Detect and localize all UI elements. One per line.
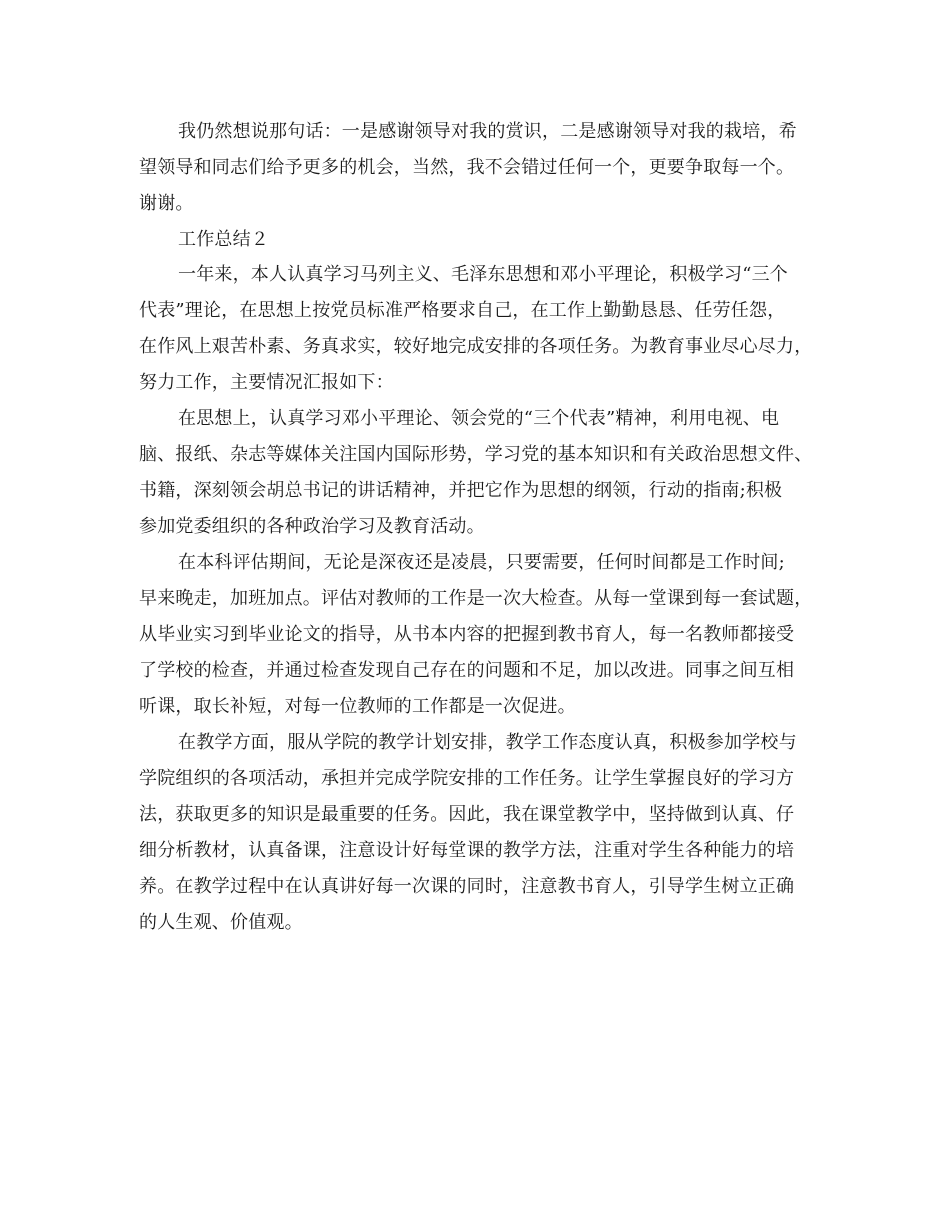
text-line: 在思想上，认真学习邓小平理论、领会党的“三个代表”精神，利用电视、电 [178, 408, 780, 429]
text-line: 法，获取更多的知识是最重要的任务。因此，我在课堂教学中，坚持做到认真、仔 [139, 804, 795, 825]
text-line: 书籍，深刻领会胡总书记的讲话精神，并把它作为思想的纲领，行动的指南;积极 [139, 480, 783, 501]
text-line: 早来晚走，加班加点。评估对教师的工作是一次大检查。从每一堂课到每一套试题， [139, 588, 813, 609]
text-line: 在作风上艰苦朴素、务真求实，较好地完成安排的各项任务。为教育事业尽心尽力， [139, 336, 813, 357]
text-line: 脑、报纸、杂志等媒体关注国内国际形势，学习党的基本知识和有关政治思想文件、 [139, 444, 813, 465]
text-line: 听课，取长补短，对每一位教师的工作都是一次促进。 [139, 696, 576, 717]
text-line: 望领导和同志们给予更多的机会，当然，我不会错过任何一个，更要争取每一个。 [139, 157, 795, 178]
text-line: 在教学方面，服从学院的教学计划安排，教学工作态度认真，积极参加学校与 [178, 732, 797, 753]
section-heading: 工作总结２ [178, 229, 269, 250]
text-line: 从毕业实习到毕业论文的指导，从书本内容的把握到教书育人，每一名教师都接受 [139, 624, 795, 645]
text-line: 我仍然想说那句话：一是感谢领导对我的赏识，二是感谢领导对我的栽培，希 [178, 121, 797, 142]
text-line: 细分析教材，认真备课，注意设计好每堂课的教学方法，注重对学生各种能力的培 [139, 840, 795, 861]
text-line: 代表”理论，在思想上按党员标准严格要求自己，在工作上勤勤恳恳、任劳任怨， [139, 300, 786, 321]
text-line: 的人生观、价值观。 [139, 912, 303, 933]
text-line: 在本科评估期间，无论是深夜还是凌晨，只要需要，任何时间都是工作时间; [178, 552, 785, 573]
text-line: 参加党委组织的各种政治学习及教育活动。 [139, 516, 485, 537]
text-line: 谢谢。 [139, 193, 194, 214]
text-line: 学院组织的各项活动，承担并完成学院安排的工作任务。让学生掌握良好的学习方 [139, 768, 795, 789]
text-line: 了学校的检查，并通过检查发现自己存在的问题和不足，加以改进。同事之间互相 [139, 660, 795, 681]
text-line: 养。在教学过程中在认真讲好每一次课的同时，注意教书育人，引导学生树立正确 [139, 876, 795, 897]
text-line: 一年来，本人认真学习马列主义、毛泽东思想和邓小平理论，积极学习“三个 [178, 264, 788, 285]
text-line: 努力工作，主要情况汇报如下： [139, 372, 394, 393]
